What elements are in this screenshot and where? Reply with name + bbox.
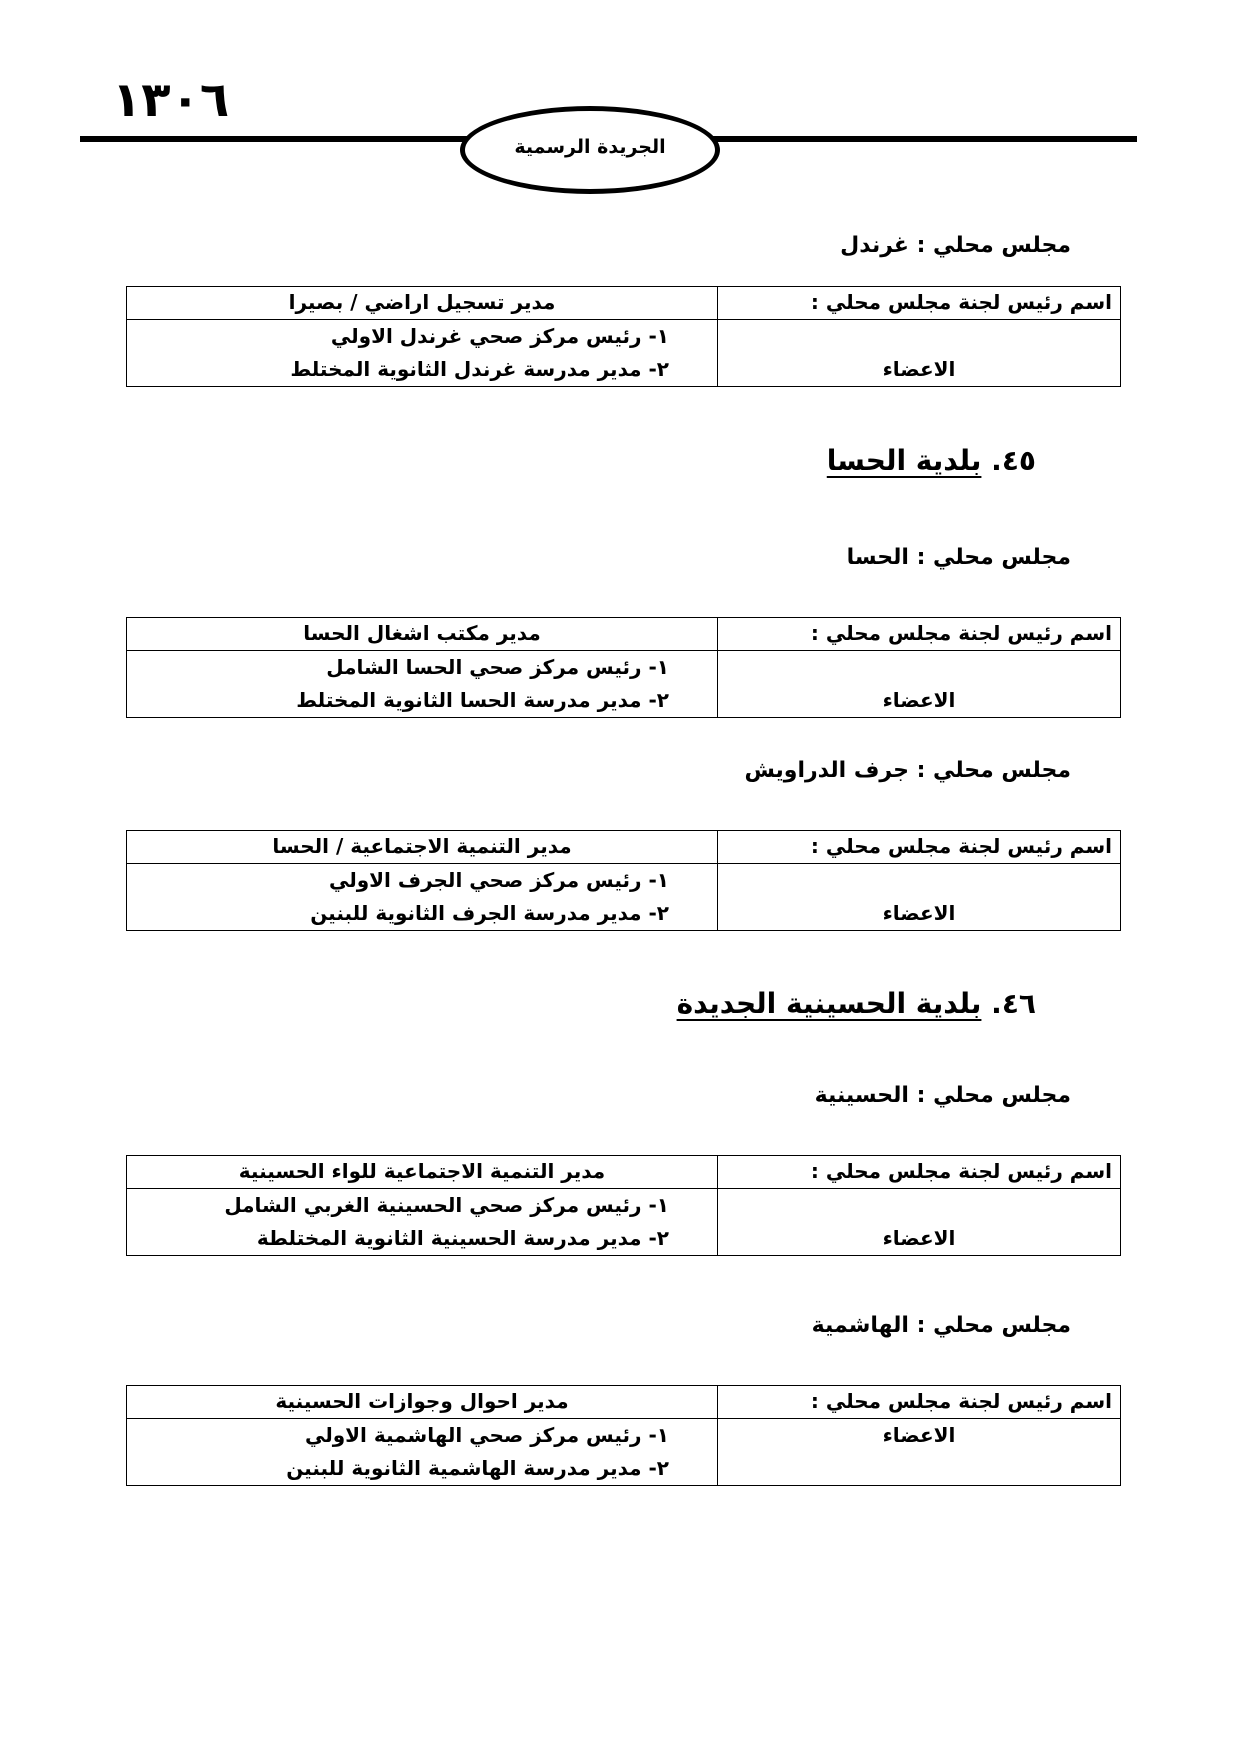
head-label: اسم رئيس لجنة مجلس محلي : <box>718 618 1121 651</box>
section-title: بلدية الحسينية الجديدة <box>676 987 982 1020</box>
members-label: الاعضاء <box>718 1419 1121 1486</box>
members-list <box>127 1419 718 1486</box>
section-heading-46 <box>677 987 1036 1020</box>
head-label: اسم رئيس لجنة مجلس محلي : <box>718 831 1121 864</box>
head-label: اسم رئيس لجنة مجلس محلي : <box>718 1156 1121 1189</box>
council-title-alhasa: مجلس محلي : الحسا <box>846 545 1071 570</box>
members-label: الاعضاء <box>718 651 1121 718</box>
head-label: اسم رئيس لجنة مجلس محلي : <box>718 287 1121 320</box>
members-list <box>127 651 718 718</box>
committee-table-alhasa <box>126 617 1121 718</box>
members-row <box>127 651 1121 718</box>
head-value: مدير التنمية الاجتماعية / الحسا <box>127 831 718 864</box>
members-list <box>127 1189 718 1256</box>
member-item: ٢- مدير مدرسة الحسا الثانوية المختلط <box>296 688 669 712</box>
committee-table-hashemiya <box>126 1385 1121 1486</box>
member-item: ١- رئيس مركز صحي الحسينية الغربي الشامل <box>224 1193 669 1217</box>
head-row <box>127 1156 1121 1189</box>
head-row <box>127 831 1121 864</box>
council-title-jurf: مجلس محلي : جرف الدراويش <box>744 758 1071 783</box>
page-number: ١٣٠٦ <box>112 72 230 128</box>
members-list <box>127 320 718 387</box>
member-item: ٢- مدير مدرسة الحسينية الثانوية المختلطة <box>256 1226 669 1250</box>
member-item: ٢- مدير مدرسة غرندل الثانوية المختلط <box>290 357 669 381</box>
committee-table-jurf <box>126 830 1121 931</box>
gazette-title: الجريدة الرسمية <box>514 136 666 158</box>
section-title: بلدية الحسا <box>826 444 982 477</box>
members-row <box>127 320 1121 387</box>
member-item: ٢- مدير مدرسة الجرف الثانوية للبنين <box>310 901 669 925</box>
members-row <box>127 1189 1121 1256</box>
committee-table-husseiniya <box>126 1155 1121 1256</box>
head-row <box>127 1386 1121 1419</box>
committee-table-ghurandal <box>126 286 1121 387</box>
council-title-hashemiya: مجلس محلي : الهاشمية <box>811 1313 1071 1338</box>
members-row <box>127 864 1121 931</box>
members-label: الاعضاء <box>718 320 1121 387</box>
member-item: ١- رئيس مركز صحي الحسا الشامل <box>326 655 669 679</box>
head-value: مدير احوال وجوازات الحسينية <box>127 1386 718 1419</box>
head-label: اسم رئيس لجنة مجلس محلي : <box>718 1386 1121 1419</box>
council-title-ghurandal: مجلس محلي : غرندل <box>840 233 1071 258</box>
section-heading-45 <box>827 444 1036 477</box>
gazette-title-oval <box>460 106 720 194</box>
section-number: ٤٥. <box>991 444 1036 477</box>
members-label: الاعضاء <box>718 1189 1121 1256</box>
head-value: مدير التنمية الاجتماعية للواء الحسينية <box>127 1156 718 1189</box>
members-label: الاعضاء <box>718 864 1121 931</box>
head-row <box>127 287 1121 320</box>
head-row <box>127 618 1121 651</box>
section-number: ٤٦. <box>991 987 1036 1020</box>
member-item: ١- رئيس مركز صحي الجرف الاولي <box>328 868 669 892</box>
member-item: ١- رئيس مركز صحي الهاشمية الاولي <box>304 1423 669 1447</box>
member-item: ٢- مدير مدرسة الهاشمية الثانوية للبنين <box>286 1456 669 1480</box>
council-title-husseiniya: مجلس محلي : الحسينية <box>814 1083 1071 1108</box>
head-value: مدير تسجيل اراضي / بصيرا <box>127 287 718 320</box>
members-row <box>127 1419 1121 1486</box>
member-item: ١- رئيس مركز صحي غرندل الاولي <box>330 324 669 348</box>
head-value: مدير مكتب اشغال الحسا <box>127 618 718 651</box>
members-list <box>127 864 718 931</box>
